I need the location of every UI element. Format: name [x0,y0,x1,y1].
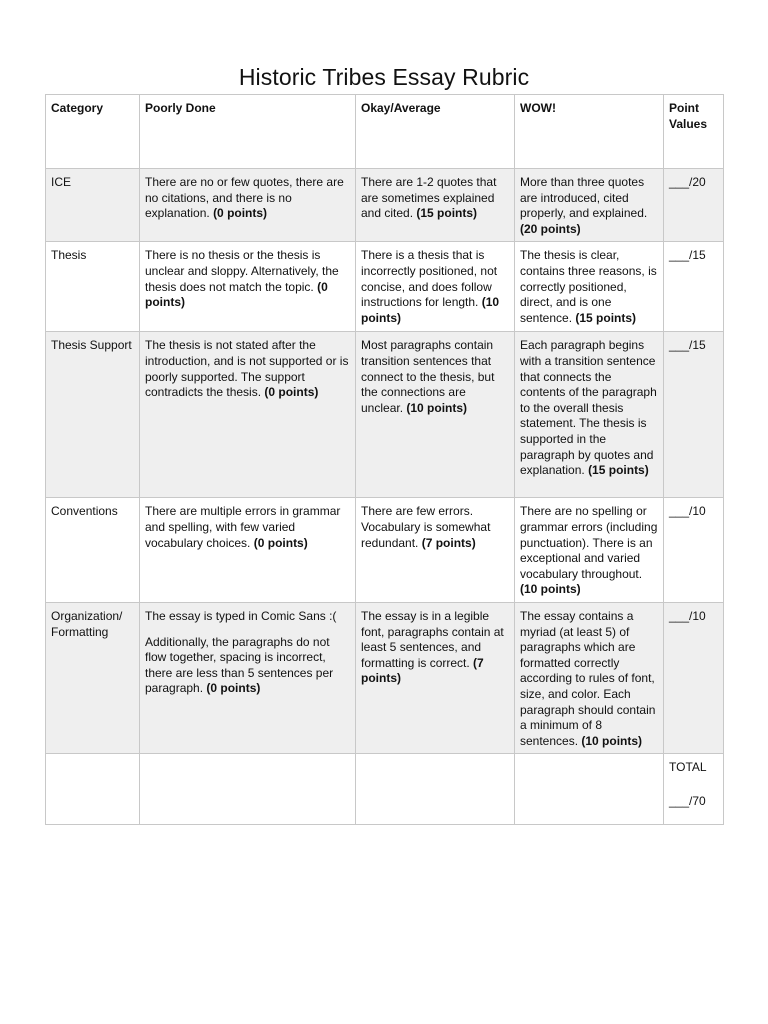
point-value-cell: ___/10 [664,602,724,753]
point-value-cell: ___/15 [664,242,724,332]
header-row [46,95,724,169]
cell-points: (15 points) [588,463,649,478]
okay-average-cell [356,332,515,498]
table-row [46,242,724,332]
cell-text: The essay is in a legible font, paragraphs contain at least 5 sentences, and formatting is correct. [361,608,504,670]
cell-points: (7 points) [361,655,484,686]
cell-text: There are 1-2 quotes that are sometimes explained and cited. [361,175,497,221]
point-value-cell: ___/10 [664,498,724,603]
cell-text: Additionally, the paragraphs do not flow together, spacing is incorrect, there are less than 5 sentences per paragraph. [145,634,334,696]
header-okay-average: Okay/Average [356,95,515,169]
cell-text: The thesis is not stated after the introduction, and is not supported or is poorly supported. The support contradicts the thesis. [145,338,349,400]
empty-cell [46,754,140,825]
cell-text: The essay contains a myriad (at least 5) of paragraphs which are formatted correctly according to rules of font, size, and color. Each paragraph should contain a minimum of 8 sentences. [520,608,656,748]
poorly-done-cell [140,169,356,242]
okay-average-cell [356,498,515,603]
header-wow: WOW! [515,95,664,169]
row-category: Thesis Support [46,332,140,498]
cell-points: (7 points) [421,535,476,550]
total-value: ___/70 [669,793,706,808]
empty-cell [515,754,664,825]
cell-text: There are few errors. Vocabulary is somewhat redundant. [361,504,491,550]
cell-points: (0 points) [206,681,261,696]
poorly-done-cell [140,332,356,498]
rubric-table [45,94,724,825]
cell-points: (10 points) [520,582,581,597]
table-row [46,332,724,498]
table-row [46,602,724,753]
header-point-values: Point Values [664,95,724,169]
cell-points: (10 points) [581,733,643,748]
cell-points: (15 points) [416,206,478,221]
point-value-cell: ___/15 [664,332,724,498]
cell-text: There is no thesis or the thesis is unclear and sloppy. Alternatively, the thesis does not match the topic. [145,248,339,294]
cell-text: There is a thesis that is incorrectly positioned, not concise, and does follow instructions for length. [361,248,498,310]
cell-points: (0 points) [213,206,268,221]
table-row [46,498,724,603]
cell-text: Each paragraph begins with a transition sentence that connects the contents of the paragraph to the overall thesis statement. The thesis is supported in the paragraph by quotes and explanation. [520,338,657,478]
cell-text: There are no or few quotes, there are no citations, and there is no explanation. [145,175,344,221]
cell-text: There are multiple errors in grammar and spelling, with few varied vocabulary choices. [145,504,341,550]
point-value-cell: ___/20 [664,169,724,242]
wow-cell [515,332,664,498]
header-category: Category [46,95,140,169]
cell-points: (10 points) [361,295,500,325]
cell-text: The essay is typed in Comic Sans :( [145,608,337,623]
row-category: Conventions [46,498,140,603]
row-category: Organization/ Formatting [46,602,140,753]
cell-text: The thesis is clear, contains three reasons, is correctly positioned, direct, and is one sentence. [520,248,657,325]
okay-average-cell [356,169,515,242]
total-label: TOTAL [669,760,707,775]
cell-text: There are no spelling or grammar errors (including punctuation). There is an exceptional and varied vocabulary throughout. [520,504,658,581]
poorly-done-cell [140,602,356,753]
cell-points: (20 points) [520,221,581,236]
empty-cell [356,754,515,825]
paragraph-gap [145,625,350,635]
cell-points: (10 points) [406,400,468,415]
wow-cell [515,242,664,332]
cell-points: (15 points) [575,310,637,325]
row-category: ICE [46,169,140,242]
cell-text: Most paragraphs contain transition sentences that connect to the thesis, but the connections are unclear. [361,338,495,415]
row-category: Thesis [46,242,140,332]
table-row [46,169,724,242]
total-row [46,754,724,825]
empty-cell [140,754,356,825]
total-cell [664,754,724,825]
okay-average-cell [356,602,515,753]
poorly-done-cell [140,498,356,603]
cell-points: (0 points) [145,279,328,310]
cell-points: (0 points) [264,385,319,400]
poorly-done-cell [140,242,356,332]
document-title: Historic Tribes Essay Rubric [238,64,530,90]
wow-cell [515,169,664,242]
header-poorly-done: Poorly Done [140,95,356,169]
wow-cell [515,498,664,603]
cell-text: More than three quotes are introduced, cited properly, and explained. [520,175,648,221]
wow-cell [515,602,664,753]
okay-average-cell [356,242,515,332]
cell-text-second [145,635,350,697]
cell-points: (0 points) [253,535,308,550]
